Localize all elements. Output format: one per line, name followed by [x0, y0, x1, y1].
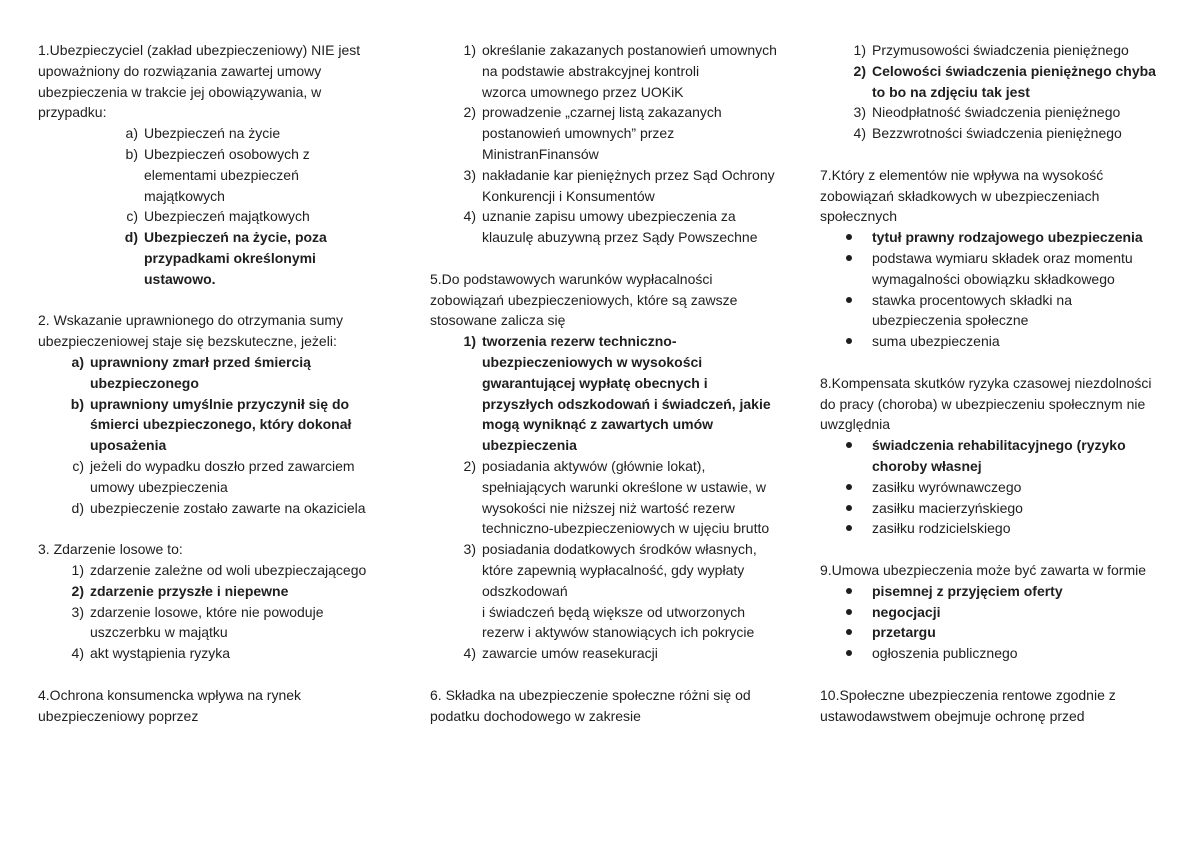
- bullet-icon: [846, 484, 852, 490]
- list-item: podstawa wymiaru składek oraz momentu wymagalności obowiązku składkowego: [872, 248, 1165, 290]
- bullet-icon: [846, 525, 852, 531]
- list-item: 3) nakładanie kar pieniężnych przez Sąd Ochrony Konkurencji i Konsumentów: [463, 166, 775, 204]
- column-3: [820, 40, 1165, 726]
- question-1-options: [38, 123, 383, 289]
- list-item-answer: świadczenia rehabilitacyjnego (ryzyko choroby własnej: [872, 435, 1165, 477]
- list-item-answer: 2) zdarzenie przyszłe i niepewne: [71, 582, 289, 599]
- question-6-text: 6. Składka na ubezpieczenie społeczne różni się od podatku dochodowego w zakresie: [430, 686, 751, 724]
- column-1: [38, 40, 383, 726]
- list-item-answer: negocjacji: [872, 602, 1165, 623]
- list-item: ogłoszenia publicznego: [872, 643, 1165, 664]
- list-item: 4) Bezzwrotności świadczenia pieniężnego: [853, 125, 1122, 142]
- list-item: c) jeżeli do wypadku doszło przed zawarciem umowy ubezpieczenia: [72, 457, 355, 495]
- question-2-options: [38, 352, 383, 518]
- list-item: stawka procentowych składki na ubezpieczenia społeczne: [872, 290, 1165, 332]
- question-8-text: 8.Kompensata skutków ryzyka czasowej niezdolności do pracy (choroba) w ubezpieczeniu społecznym nie uwzględnia: [820, 374, 1152, 433]
- question-7-text: 7.Który z elementów nie wpływa na wysokość zobowiązań składkowych w ubezpieczeniach społecznych: [820, 166, 1104, 225]
- list-item: c) Ubezpieczeń majątkowych: [126, 208, 310, 225]
- question-1-text: 1.Ubezpieczyciel (zakład ubezpieczeniowy) NIE jest upoważniony do rozwiązania zawartej umowy ubezpieczenia w trakcie jej obowiązywania, w przypadku:: [38, 42, 361, 121]
- list-item: a) Ubezpieczeń na życie: [125, 125, 281, 142]
- bullet-icon: [846, 650, 852, 656]
- question-3-text: 3. Zdarzenie losowe to:: [38, 541, 183, 558]
- list-item: 3) posiadania dodatkowych środków własnych, które zapewnią wypłacalność, gdy wypłaty odszkodowań i świadczeń będą większe od utworzonych rezerw i aktywów stanowiących ich pokrycie: [463, 541, 757, 641]
- question-5-text: 5.Do podstawowych warunków wypłacalności zobowiązań ubezpieczeniowych, które są zawsze stosowane zalicza się: [430, 270, 738, 329]
- question-8-options: [820, 435, 1165, 539]
- question-6-options: [820, 40, 1165, 144]
- list-item-answer: 2) Celowości świadczenia pieniężnego chyba to bo na zdjęciu tak jest: [853, 62, 1156, 100]
- list-item-answer: b) uprawniony umyślnie przyczynił się do śmierci ubezpieczonego, który dokonał uposażenia: [70, 395, 352, 454]
- list-item: 1) zdarzenie zależne od woli ubezpieczającego: [71, 561, 367, 578]
- question-9-text: 9.Umowa ubezpieczenia może być zawarta w formie: [820, 561, 1147, 578]
- question-10-text: 10.Społeczne ubezpieczenia rentowe zgodnie z ustawodawstwem obejmuje ochronę przed: [820, 686, 1116, 724]
- question-7-options: [820, 227, 1165, 352]
- question-9-options: [820, 581, 1165, 664]
- list-item: suma ubezpieczenia: [872, 331, 1165, 352]
- list-item-answer: pisemnej z przyjęciem oferty: [872, 581, 1165, 602]
- bullet-icon: [846, 505, 852, 511]
- question-3-options: [38, 560, 383, 664]
- list-item-answer: d) Ubezpieczeń na życie, poza przypadkami określonymi ustawowo.: [124, 229, 327, 287]
- bullet-icon: [846, 609, 852, 615]
- column-2: [430, 40, 780, 726]
- question-4-options: [430, 40, 780, 248]
- list-item: 1) określanie zakazanych postanowień umownych na podstawie abstrakcyjnej kontroli wzorca umownego przez UOKiK: [463, 42, 777, 100]
- list-item: 4) uznanie zapisu umowy ubezpieczenia za klauzulę abuzywną przez Sądy Powszechne: [463, 208, 758, 246]
- list-item: b) Ubezpieczeń osobowych z elementami ubezpieczeń majątkowych: [125, 145, 310, 204]
- bullet-icon: [846, 442, 852, 448]
- list-item: zasiłku wyrównawczego: [872, 477, 1165, 498]
- list-item: 3) Nieodpłatność świadczenia pieniężnego: [853, 104, 1121, 121]
- list-item: 1) Przymusowości świadczenia pieniężnego: [853, 42, 1129, 58]
- list-item: zasiłku macierzyńskiego: [872, 498, 1165, 519]
- question-5-options: [430, 331, 780, 664]
- question-4-text: 4.Ochrona konsumencka wpływa na rynek ubezpieczeniowy poprzez: [38, 686, 302, 724]
- list-item: 2) posiadania aktywów (głównie lokat), spełniających warunki określone w ustawie, w wysokości nie niższej niż wartość rezerw techniczno-ubezpieczeniowych w ujęciu brutto: [463, 457, 770, 537]
- bullet-icon: [846, 588, 852, 594]
- list-item: zasiłku rodzicielskiego: [872, 518, 1165, 539]
- list-item: 3) zdarzenie losowe, które nie powoduje uszczerbku w majątku: [71, 603, 324, 641]
- question-2-text: 2. Wskazanie uprawnionego do otrzymania sumy ubezpieczeniowej staje się bezskuteczne, jeżeli:: [38, 312, 344, 350]
- list-item-answer: tytuł prawny rodzajowego ubezpieczenia: [872, 227, 1165, 248]
- list-item: 2) prowadzenie „czarnej listą zakazanych postanowień umownych” przez MinistranFinansów: [463, 104, 722, 162]
- bullet-icon: [846, 297, 852, 303]
- bullet-icon: [846, 629, 852, 635]
- list-item-answer: przetargu: [872, 622, 1165, 643]
- list-item-answer: 1) tworzenia rezerw techniczno-ubezpieczeniowych w wysokości gwarantującej wypłatę obecnych i przyszłych odszkodowań i świadczeń, jakie mogą wyniknąć z zawartych umów ubezpieczenia: [463, 333, 771, 454]
- list-item: 4) akt wystąpienia ryzyka: [71, 645, 231, 662]
- list-item: 4) zawarcie umów reasekuracji: [463, 645, 658, 662]
- bullet-icon: [846, 255, 852, 261]
- bullet-icon: [846, 234, 852, 240]
- list-item: d) ubezpieczenie zostało zawarte na okaziciela: [71, 499, 366, 516]
- bullet-icon: [846, 338, 852, 344]
- list-item-answer: a) uprawniony zmarł przed śmiercią ubezpieczonego: [71, 353, 311, 391]
